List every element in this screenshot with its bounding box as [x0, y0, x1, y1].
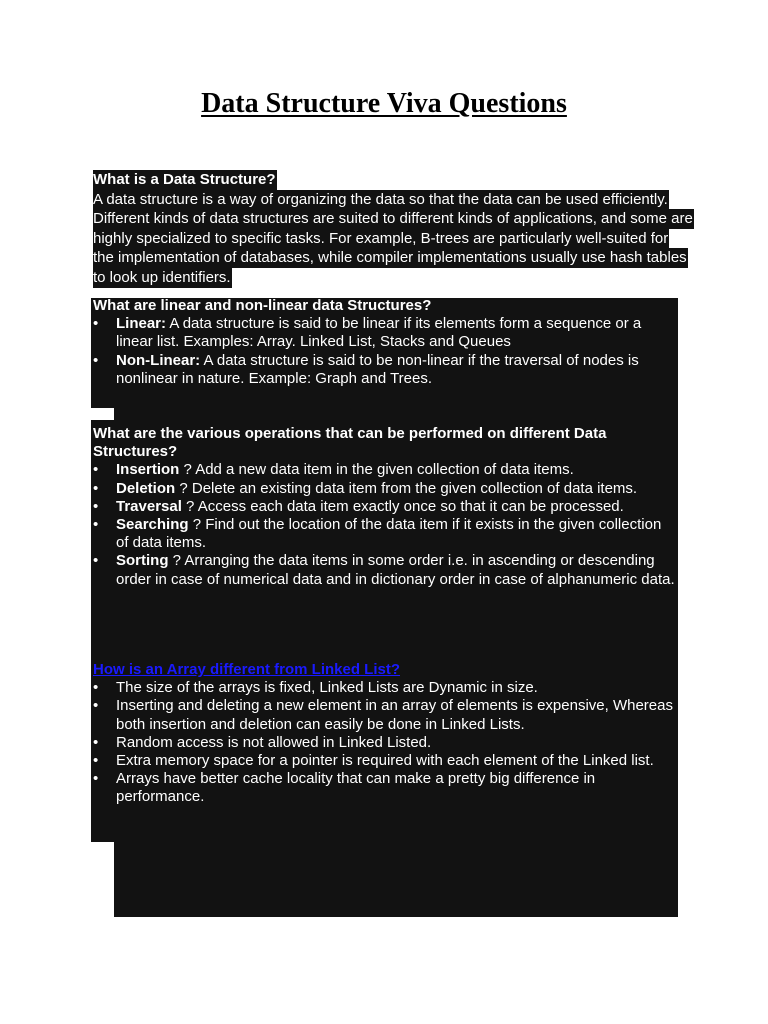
item-term: Non-Linear:	[116, 351, 201, 369]
bullet-icon: •	[93, 497, 99, 515]
bullet-icon: •	[93, 479, 99, 497]
list-item	[93, 752, 677, 770]
list-item	[93, 480, 677, 498]
q1-answer: A data structure is a way of organizing the data so that the data can be used efficiently. Different kinds of data structures are suited to different kinds of applications, and some are highly specialized to specific tasks. For example, B-trees are particularly well-suited for the implementation of databases, while compiler implementations usually use hash tables to look up identifiers.	[93, 190, 693, 286]
page-title: Data Structure Viva Questions	[201, 88, 567, 119]
q2-list	[93, 315, 677, 388]
item-term: Insertion	[116, 461, 180, 479]
item-term: Traversal	[116, 497, 182, 515]
q4-question-link[interactable]: How is an Array different from Linked List?	[93, 661, 400, 678]
bullet-icon: •	[93, 552, 99, 570]
bullet-icon: •	[93, 770, 99, 788]
item-text: The size of the arrays is fixed, Linked Lists are Dynamic in size.	[116, 679, 538, 697]
q4-section	[93, 661, 677, 807]
q4-list	[93, 679, 677, 806]
bullet-icon: •	[93, 697, 99, 715]
item-text: Random access is not allowed in Linked Listed.	[116, 733, 432, 751]
q3-section	[93, 425, 677, 589]
bullet-icon: •	[93, 461, 99, 479]
list-item	[93, 461, 677, 479]
list-item	[93, 697, 677, 733]
bullet-icon: •	[93, 733, 99, 751]
list-item	[93, 516, 677, 552]
item-text: ? Access each data item exactly once so that it can be processed.	[181, 497, 624, 515]
q1-block	[93, 170, 693, 288]
list-item	[93, 679, 677, 697]
bullet-icon: •	[93, 752, 99, 770]
item-text: Extra memory space for a pointer is required with each element of the Linked list.	[116, 752, 654, 770]
list-item	[93, 552, 677, 588]
item-text: A data structure is said to be linear if its elements form a sequence or a linear list. Examples: Array. Linked List, Stacks and Queues	[116, 315, 642, 351]
item-text: ? Arranging the data items in some order i.e. in ascending or descending order in case of numerical data and in dictionary order in case of alphanumeric data.	[116, 552, 675, 588]
list-item	[93, 315, 677, 351]
q1-question: What is a Data Structure?	[93, 171, 276, 188]
list-item	[93, 352, 677, 388]
item-text: ? Delete an existing data item from the given collection of data items.	[175, 479, 638, 497]
q2-question: What are linear and non-linear data Structures?	[93, 297, 432, 314]
item-text: Inserting and deleting a new element in an array of elements is expensive, Whereas both insertion and deletion can easily be done in Linked Lists.	[116, 697, 673, 733]
bullet-icon: •	[93, 516, 99, 534]
bullet-icon: •	[93, 315, 99, 333]
q3-question: What are the various operations that can be performed on different Data Structures?	[93, 425, 607, 461]
item-text: ? Find out the location of the data item if it exists in the given collection of data items.	[116, 516, 662, 552]
item-term: Deletion	[116, 479, 176, 497]
list-item	[93, 734, 677, 752]
list-item	[93, 770, 677, 806]
item-term: Sorting	[116, 552, 169, 570]
item-term: Linear:	[116, 315, 167, 333]
item-term: Searching	[116, 516, 189, 534]
bullet-icon: •	[93, 351, 99, 369]
q2-section	[93, 297, 677, 388]
item-text: ? Add a new data item in the given collection of data items.	[179, 461, 574, 479]
item-text: A data structure is said to be non-linear if the traversal of nodes is nonlinear in nature. Example: Graph and Trees.	[116, 351, 639, 387]
bullet-icon: •	[93, 679, 99, 697]
list-item	[93, 498, 677, 516]
item-text: Arrays have better cache locality that can make a pretty big difference in performance.	[116, 770, 596, 806]
q3-list	[93, 461, 677, 588]
